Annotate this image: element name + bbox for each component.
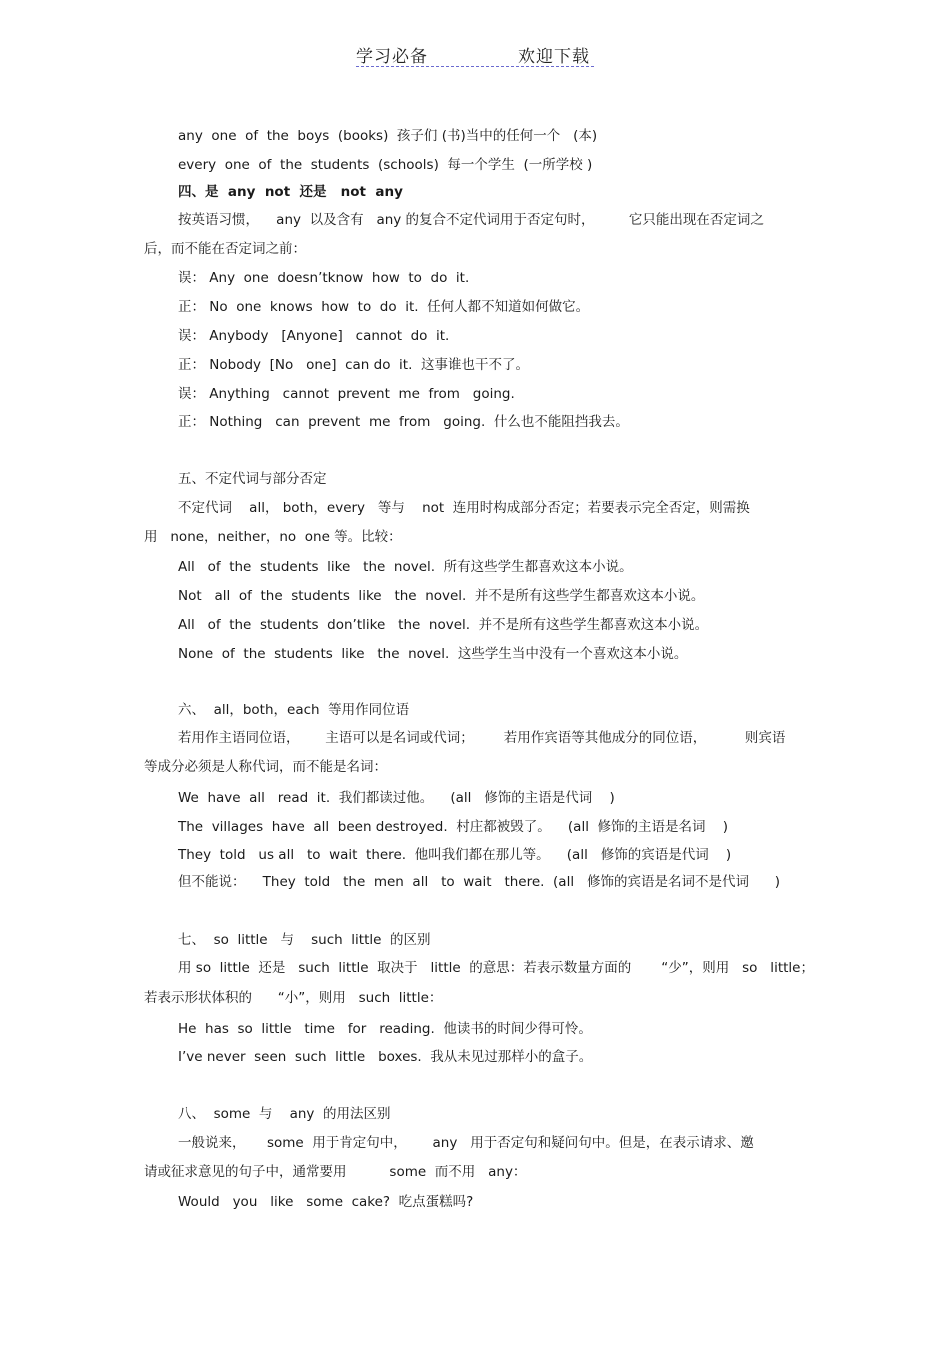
text-line: He has so little time for reading. 他读书的时间少得可怜。: [178, 1021, 592, 1037]
section-heading: 四、是 any not 还是 not any: [178, 184, 403, 200]
text-line: 正： Nobody [No one] can do it. 这事谁也干不了。: [178, 357, 529, 373]
text-line: We have all read it. 我们都读过他。 (all 修饰的主语是代词 ): [178, 790, 615, 806]
text-line: 后，而不能在否定词之前：: [144, 241, 306, 257]
section-heading: 七、 so little 与 such little 的区别: [178, 932, 431, 948]
text-line: every one of the students (schools) 每一个学生 (一所学校 ): [178, 157, 593, 173]
text-line: 正： Nothing can prevent me from going. 什么也不能阻挡我去。: [178, 414, 629, 430]
text-line: All of the students don’tlike the novel. 并不是所有这些学生都喜欢这本小说。: [178, 617, 709, 633]
text-line: 请或征求意见的句子中，通常要用 some 而不用 any：: [144, 1164, 527, 1180]
text-line: None of the students like the novel. 这些学生当中没有一个喜欢这本小说。: [178, 646, 688, 662]
text-line: 误： Anybody [Anyone] cannot do it.: [178, 328, 450, 344]
header-left: 学习必备: [356, 47, 428, 67]
header-right: 欢迎下载: [518, 47, 590, 67]
text-line: 误： Any one doesn’tknow how to do it.: [178, 270, 470, 286]
text-line: 误： Anything cannot prevent me from going.: [178, 386, 515, 402]
text-line: 等成分必须是人称代词，而不能是名词：: [144, 759, 387, 775]
page-header: [356, 40, 594, 67]
section-heading: 五、不定代词与部分否定: [178, 471, 327, 487]
text-line: 用 so little 还是 such little 取决于 little 的意思：若表示数量方面的 “少”，则用 so little；: [178, 960, 814, 976]
text-line: 不定代词 all， both，every 等与 not 连用时构成部分否定；若要表示完全否定，则需换: [178, 500, 750, 516]
text-line: 按英语习惯， any 以及含有 any 的复合不定代词用于否定句时， 它只能出现在否定词之: [178, 212, 764, 228]
text-line: 正： No one knows how to do it. 任何人都不知道如何做它。: [178, 299, 590, 315]
text-line: Would you like some cake? 吃点蛋糕吗?: [178, 1194, 474, 1210]
text-line: 若用作主语同位语， 主语可以是名词或代词； 若用作宾语等其他成分的同位语， 则宾语: [178, 730, 786, 746]
text-line: any one of the boys (books) 孩子们 (书)当中的任何一个 (本): [178, 128, 598, 144]
text-line: 但不能说： They told the men all to wait there. (all 修饰的宾语是名词不是代词 ): [178, 874, 780, 890]
section-heading: 六、 all，both，each 等用作同位语: [178, 702, 410, 718]
text-line: They told us all to wait there. 他叫我们都在那儿等。 (all 修饰的宾语是代词 ): [178, 847, 732, 863]
text-line: All of the students like the novel. 所有这些学生都喜欢这本小说。: [178, 559, 633, 575]
text-line: I’ve never seen such little boxes. 我从未见过那样小的盒子。: [178, 1049, 593, 1065]
section-heading: 八、 some 与 any 的用法区别: [178, 1106, 391, 1122]
text-line: The villages have all been destroyed. 村庄都被毁了。 (all 修饰的主语是名词 ): [178, 819, 728, 835]
text-line: Not all of the students like the novel. 并不是所有这些学生都喜欢这本小说。: [178, 588, 705, 604]
text-line: 一般说来， some 用于肯定句中， any 用于否定句和疑问句中。但是，在表示请求、邀: [178, 1135, 754, 1151]
text-line: 若表示形状体积的 “小”，则用 such little：: [144, 990, 443, 1006]
text-line: 用 none，neither，no one 等。比较：: [144, 529, 402, 545]
